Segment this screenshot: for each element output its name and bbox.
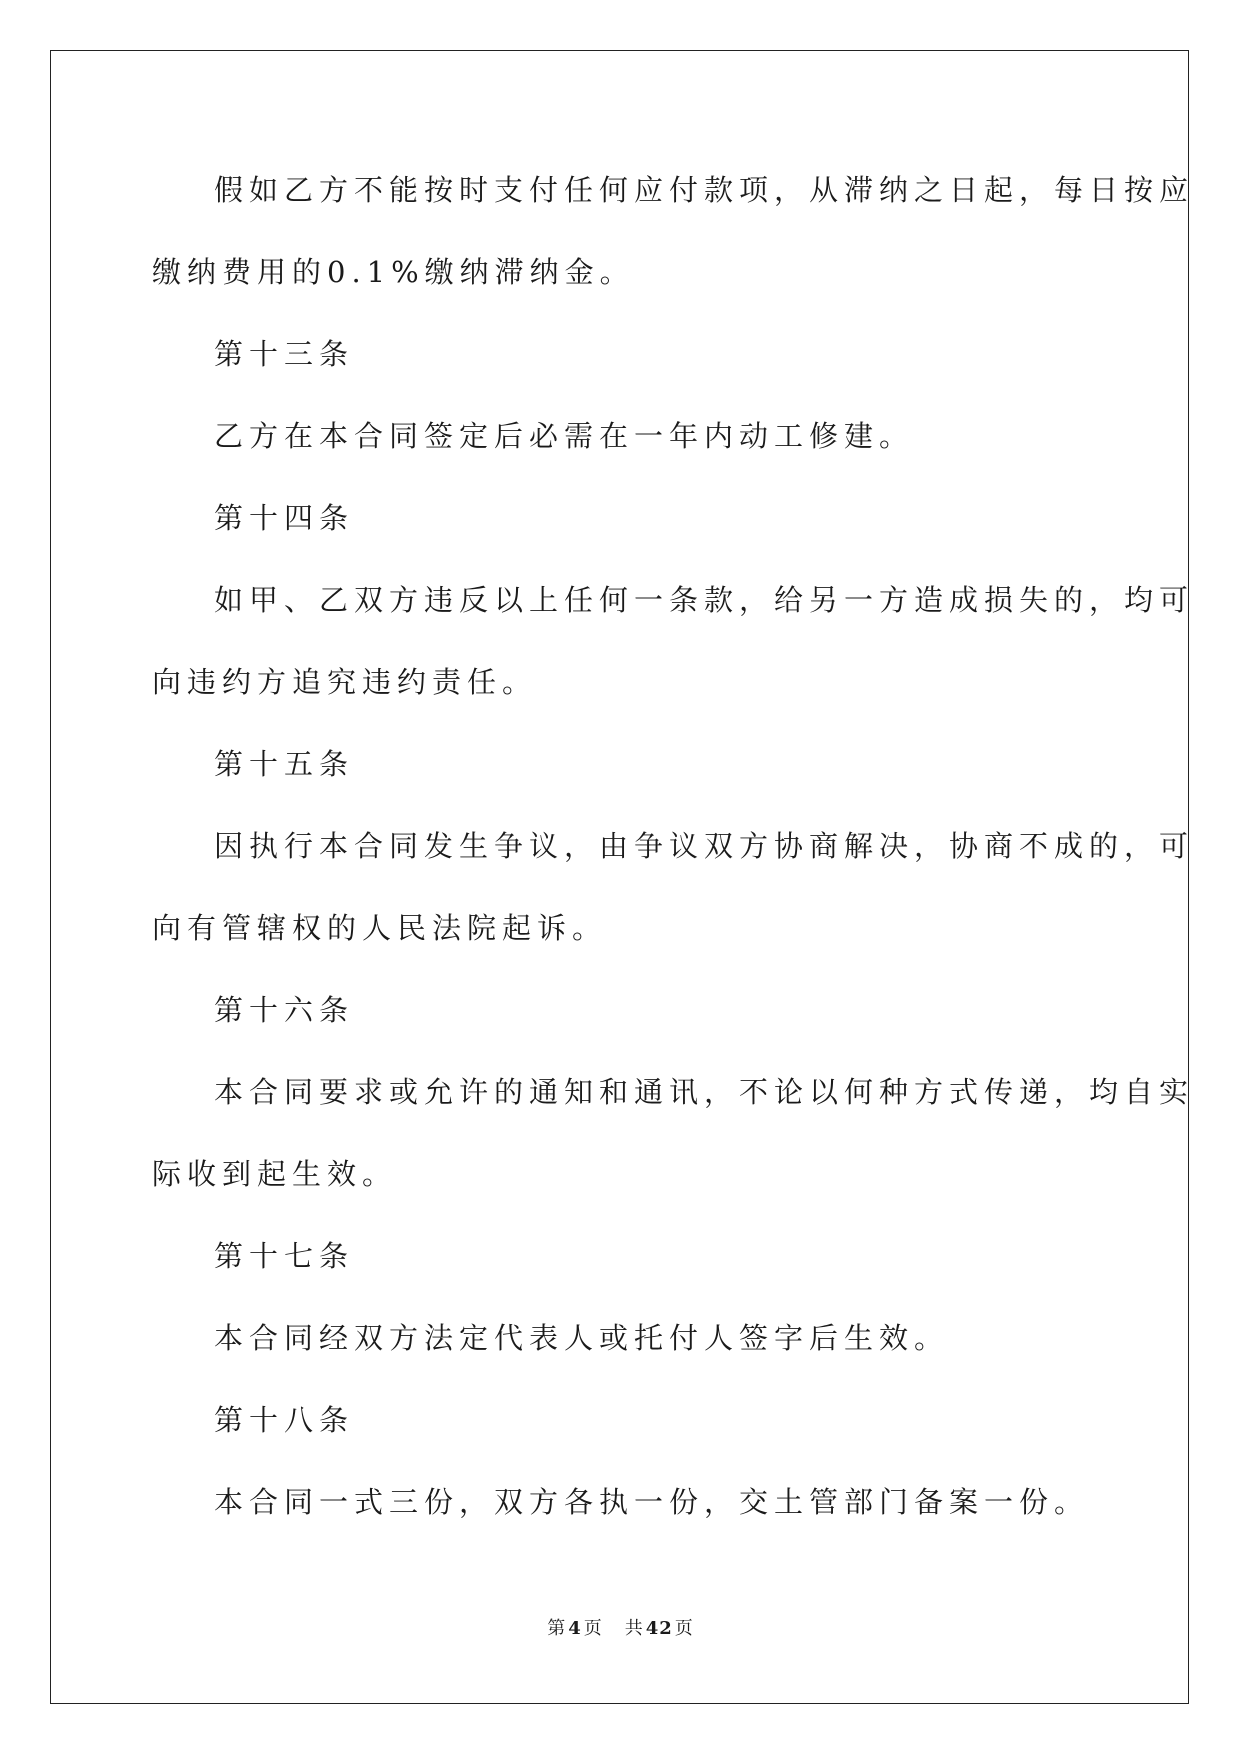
article-heading: 第十三条 bbox=[214, 337, 355, 371]
total-suffix: 页 bbox=[674, 1618, 694, 1639]
article-heading: 第十六条 bbox=[214, 993, 355, 1027]
paragraph-line: 本合同经双方法定代表人或托付人签字后生效。 bbox=[214, 1321, 950, 1355]
article-heading: 第十七条 bbox=[214, 1239, 355, 1273]
total-prefix: 共 bbox=[624, 1618, 644, 1639]
page-prefix: 第 bbox=[547, 1618, 567, 1639]
paragraph-line: 因执行本合同发生争议，由争议双方协商解决，协商不成的，可 bbox=[214, 829, 1195, 863]
article-heading: 第十八条 bbox=[214, 1403, 355, 1437]
paragraph-line: 乙方在本合同签定后必需在一年内动工修建。 bbox=[214, 419, 915, 453]
article-heading: 第十五条 bbox=[214, 747, 355, 781]
paragraph-line: 向违约方追究违约责任。 bbox=[152, 665, 538, 699]
paragraph-line: 本合同一式三份，双方各执一份，交土管部门备案一份。 bbox=[214, 1485, 1090, 1519]
paragraph-line: 如甲、乙双方违反以上任何一条款，给另一方造成损失的，均可 bbox=[214, 583, 1195, 617]
paragraph-line: 缴纳费用的0.1%缴纳滞纳金。 bbox=[152, 255, 635, 289]
page-footer bbox=[0, 1614, 1241, 1640]
paragraph-line: 假如乙方不能按时支付任何应付款项，从滞纳之日起，每日按应 bbox=[214, 173, 1195, 207]
paragraph-line: 本合同要求或允许的通知和通讯，不论以何种方式传递，均自实 bbox=[214, 1075, 1195, 1109]
page-number: 4 bbox=[568, 1618, 582, 1639]
paragraph-line: 向有管辖权的人民法院起诉。 bbox=[152, 911, 608, 945]
article-heading: 第十四条 bbox=[214, 501, 355, 535]
page-suffix: 页 bbox=[583, 1618, 603, 1639]
paragraph-line: 际收到起生效。 bbox=[152, 1157, 398, 1191]
document-body bbox=[152, 160, 1195, 1554]
total-pages: 42 bbox=[645, 1618, 673, 1639]
